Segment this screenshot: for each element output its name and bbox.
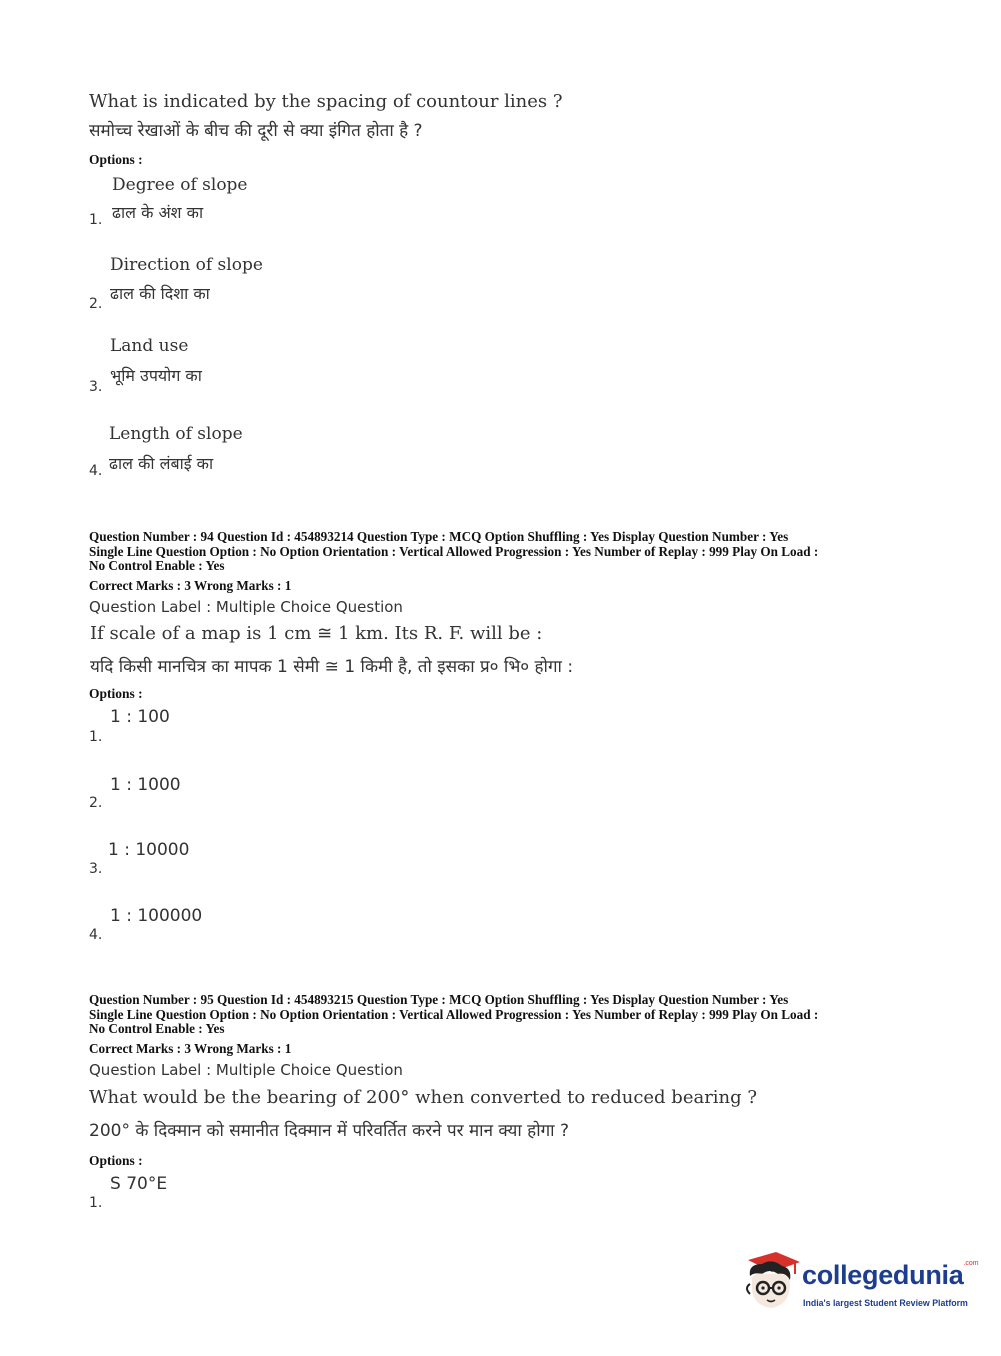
option-4-number: 4. xyxy=(89,463,103,479)
option-1-number: 1. xyxy=(89,212,103,228)
question-94-text-hi: यदि किसी मानचित्र का मापक 1 सेमी ≅ 1 किमी है, तो इसका प्र० भि० होगा : xyxy=(90,657,574,677)
question-94-marks: Correct Marks : 3 Wrong Marks : 1 xyxy=(89,578,292,593)
option-2-text: 1 : 1000 xyxy=(110,775,181,795)
option-1-text: S 70°E xyxy=(110,1174,168,1194)
option-2-text-hi: ढाल की दिशा का xyxy=(110,284,210,303)
option-3-number: 3. xyxy=(89,861,103,877)
options-label: Options : xyxy=(89,1153,143,1168)
option-1-number: 1. xyxy=(89,729,103,745)
option-4-text-en: Length of slope xyxy=(109,424,243,444)
option-3-text: 1 : 10000 xyxy=(108,840,190,860)
question-93-text-en: What is indicated by the spacing of countour lines ? xyxy=(89,91,563,112)
question-93-text-hi: समोच्च रेखाओं के बीच की दूरी से क्या इंगित होता है ? xyxy=(89,121,423,141)
question-95-meta-line-2: Single Line Question Option : No Option Orientation : Vertical Allowed Progression : Yes Number of Replay : 999 Play On Load : xyxy=(89,1007,819,1022)
option-3-text-en: Land use xyxy=(110,336,189,356)
question-95-marks: Correct Marks : 3 Wrong Marks : 1 xyxy=(89,1041,292,1056)
question-95-meta-line-1: Question Number : 95 Question Id : 454893215 Question Type : MCQ Option Shuffling : Yes Display Question Number : Yes xyxy=(89,992,789,1007)
option-3-number: 3. xyxy=(89,379,103,395)
option-4-number: 4. xyxy=(89,927,103,943)
option-3-text-hi: भूमि उपयोग का xyxy=(110,366,202,385)
option-2-number: 2. xyxy=(89,296,103,312)
option-2-text-en: Direction of slope xyxy=(110,255,263,275)
option-1-number: 1. xyxy=(89,1195,103,1211)
question-94-meta-line-3: No Control Enable : Yes xyxy=(89,558,225,573)
option-2-number: 2. xyxy=(89,795,103,811)
logo-wordmark xyxy=(802,1260,979,1291)
option-1-text-hi: ढाल के अंश का xyxy=(112,203,204,222)
option-4-text-hi: ढाल की लंबाई का xyxy=(109,454,214,473)
mascot-icon xyxy=(742,1250,802,1312)
options-label: Options : xyxy=(89,152,143,167)
collegedunia-logo xyxy=(742,1250,979,1316)
question-95-text-hi: 200° के दिक्मान को समानीत दिक्मान में परिवर्तित करने पर मान क्या होगा ? xyxy=(89,1121,570,1141)
question-95-label: Question Label : Multiple Choice Question xyxy=(89,1061,403,1079)
question-95-meta-line-3: No Control Enable : Yes xyxy=(89,1021,225,1036)
logo-name: collegedunia xyxy=(802,1260,964,1290)
question-94-meta-line-2: Single Line Question Option : No Option Orientation : Vertical Allowed Progression : Yes Number of Replay : 999 Play On Load : xyxy=(89,544,819,559)
options-label: Options : xyxy=(89,686,143,701)
question-95-text-en: What would be the bearing of 200° when converted to reduced bearing ? xyxy=(89,1087,758,1108)
question-94-label: Question Label : Multiple Choice Question xyxy=(89,598,403,616)
question-94-meta-line-1: Question Number : 94 Question Id : 454893214 Question Type : MCQ Option Shuffling : Yes Display Question Number : Yes xyxy=(89,529,789,544)
question-94-text-en: If scale of a map is 1 cm ≅ 1 km. Its R. F. will be : xyxy=(90,623,543,644)
option-4-text: 1 : 100000 xyxy=(110,906,203,926)
logo-tagline: India's largest Student Review Platform xyxy=(803,1298,968,1308)
option-1-text: 1 : 100 xyxy=(110,707,170,727)
logo-suffix: .com xyxy=(963,1260,979,1267)
option-1-text-en: Degree of slope xyxy=(112,175,248,195)
